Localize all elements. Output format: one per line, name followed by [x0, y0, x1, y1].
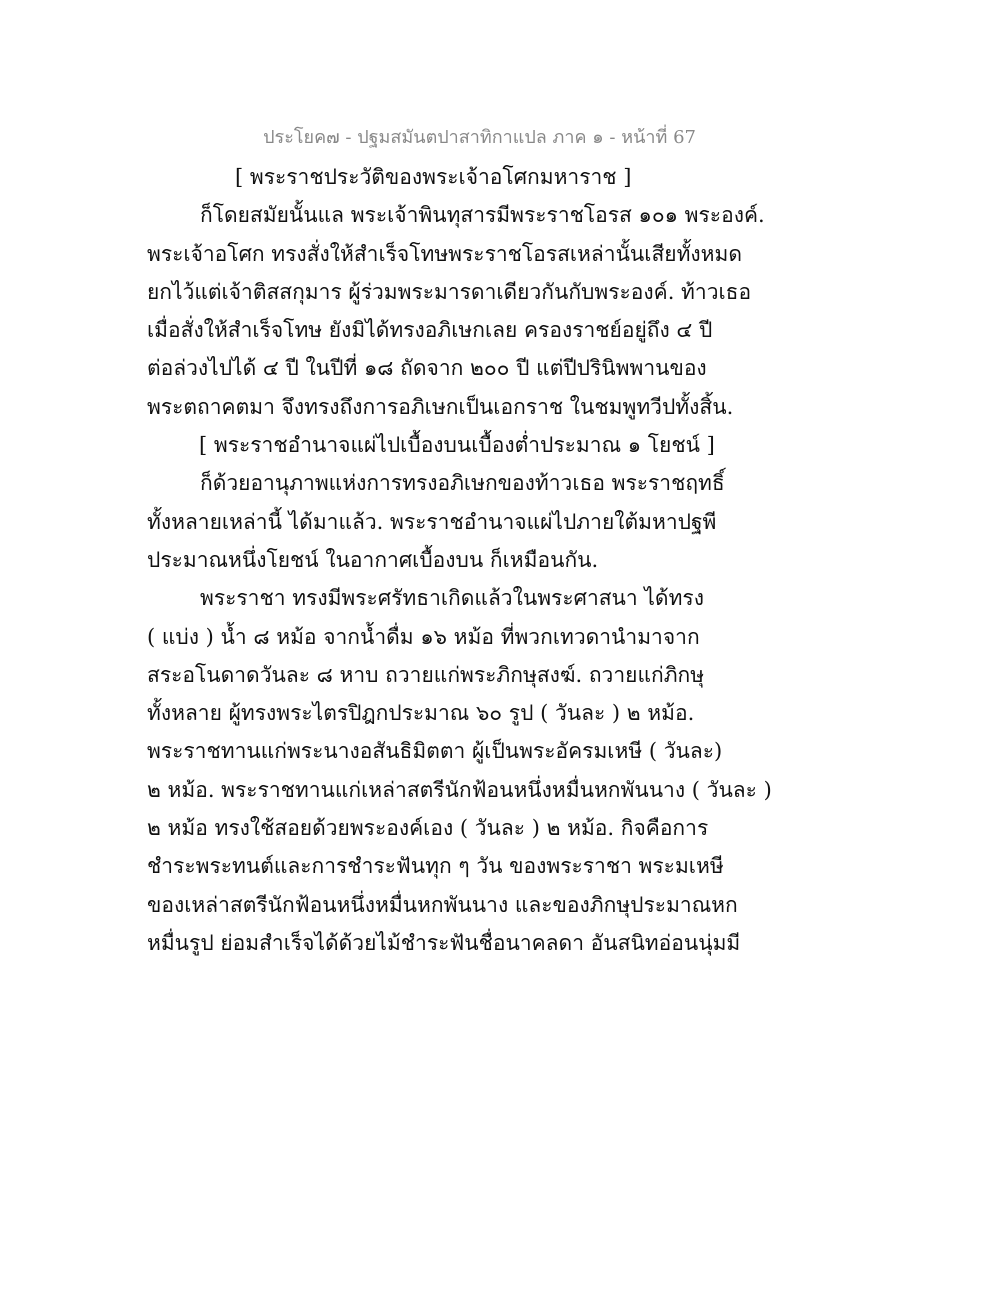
- paragraph-line: ทั้งหลาย ผู้ทรงพระไตรปิฎกประมาณ ๖๐ รูป ( วันละ ) ๒ หม้อ.: [147, 701, 695, 726]
- paragraph-line: ยกไว้แต่เจ้าติสสกุมาร ผู้ร่วมพระมารดาเดียวกันกับพระองค์. ท้าวเธอ: [147, 279, 752, 304]
- paragraph-line: ต่อล่วงไปได้ ๔ ปี ในปีที่ ๑๘ ถัดจาก ๒๐๐ ปี แต่ปีปรินิพพานของ: [147, 356, 707, 381]
- paragraph-line: พระราชา ทรงมีพระศรัทธาเกิดแล้วในพระศาสนา ได้ทรง: [200, 586, 704, 611]
- paragraph-line: ประมาณหนึ่งโยชน์ ในอากาศเบื้องบน ก็เหมือนกัน.: [147, 547, 599, 572]
- section-heading-2: [ พระราชอำนาจแผ่ไปเบื้องบนเบื้องต่ำประมาณ ๑ โยชน์ ]: [199, 433, 715, 458]
- paragraph-line: ๒ หม้อ. พระราชทานแก่เหล่าสตรีนักฟ้อนหนึ่งหมื่นหกพันนาง ( วันละ ): [147, 777, 772, 802]
- paragraph-line: ก็โดยสมัยนั้นแล พระเจ้าพินทุสารมีพระราชโอรส ๑๐๑ พระองค์.: [200, 203, 765, 228]
- paragraph-line: ของเหล่าสตรีนักฟ้อนหนึ่งหมื่นหกพันนาง และของภิกษุประมาณหก: [147, 892, 738, 917]
- paragraph-line: ชำระพระทนต์และการชำระฟันทุก ๆ วัน ของพระราชา พระมเหษี: [147, 854, 724, 879]
- paragraph-line: เมื่อสั่งให้สำเร็จโทษ ยังมิได้ทรงอภิเษกเลย ครองราชย์อยู่ถึง ๔ ปี: [147, 318, 713, 343]
- paragraph-line: ทั้งหลายเหล่านี้ ได้มาแล้ว. พระราชอำนาจแผ่ไปภายใต้มหาปฐพี: [147, 509, 717, 534]
- paragraph-line: หมื่นรูป ย่อมสำเร็จได้ด้วยไม้ชำระฟันชื่อนาคลดา อันสนิทอ่อนนุ่มมี: [147, 930, 741, 955]
- section-heading-1: [ พระราชประวัติของพระเจ้าอโศกมหาราช ]: [235, 165, 632, 189]
- paragraph-line: ก็ด้วยอานุภาพแห่งการทรงอภิเษกของท้าวเธอ พระราชฤทธิ์: [200, 471, 725, 496]
- paragraph-line: พระราชทานแก่พระนางอสันธิมิตตา ผู้เป็นพระอัครมเหษี ( วันละ): [147, 739, 723, 764]
- running-header: ประโยค๗ - ปฐมสมันตปาสาทิกาแปล ภาค ๑ - หน้าที่ 67: [263, 127, 696, 148]
- paragraph-line: สระอโนดาดวันละ ๘ หาบ ถวายแก่พระภิกษุสงฆ์. ถวายแก่ภิกษุ: [147, 662, 705, 687]
- paragraph-line: ( แบ่ง ) น้ำ ๘ หม้อ จากน้ำดื่ม ๑๖ หม้อ ที่พวกเทวดานำมาจาก: [147, 624, 700, 649]
- paragraph-line: พระเจ้าอโศก ทรงสั่งให้สำเร็จโทษพระราชโอรสเหล่านั้นเสียทั้งหมด: [147, 241, 742, 266]
- body-text: [147, 158, 772, 962]
- paragraph-line: พระตถาคตมา จึงทรงถึงการอภิเษกเป็นเอกราช ในชมพูทวีปทั้งสิ้น.: [147, 394, 734, 419]
- paragraph-line: ๒ หม้อ ทรงใช้สอยด้วยพระองค์เอง ( วันละ ) ๒ หม้อ. กิจคือการ: [147, 816, 709, 841]
